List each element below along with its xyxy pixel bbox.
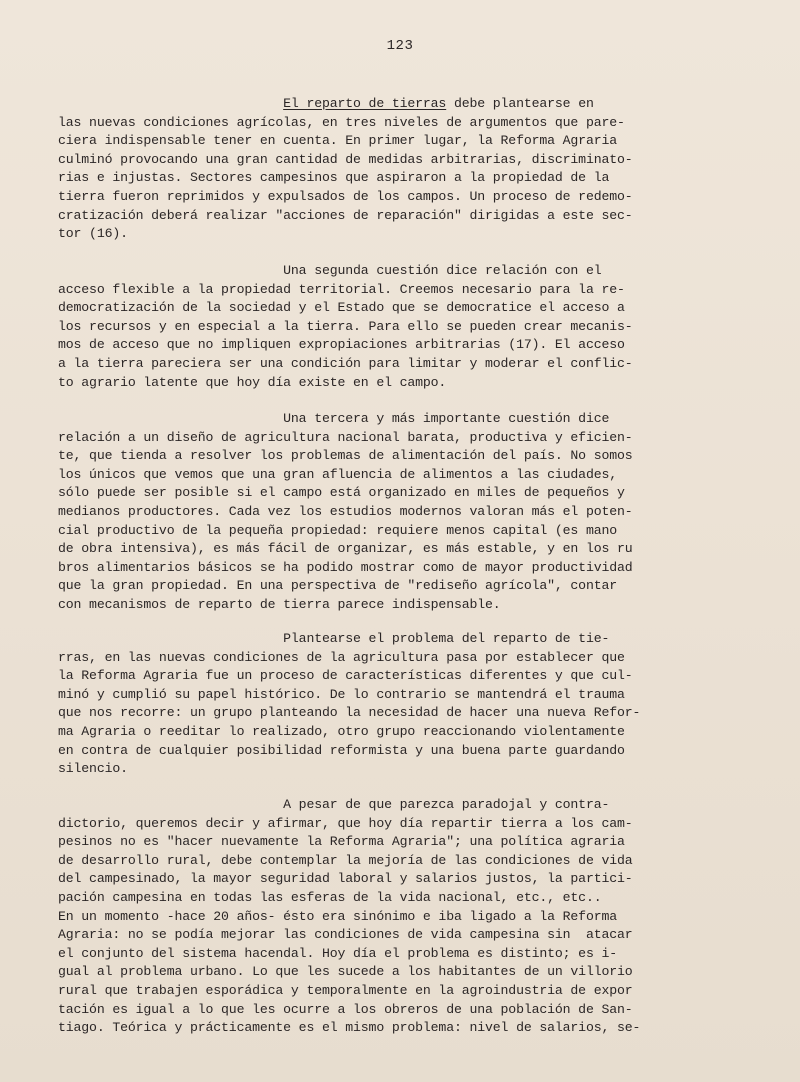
- text-line: gual al problema urbano. Lo que les sucede a los habitantes de un villorio: [58, 964, 633, 980]
- text-line: los recursos y en especial a la tierra. Para ello se pueden crear mecanis-: [58, 318, 633, 334]
- text-line: de obra intensiva), es más fácil de organizar, es más estable, y en los ru: [58, 541, 633, 557]
- text-line: relación a un diseño de agricultura nacional barata, productiva y eficien-: [58, 429, 633, 445]
- paragraph-plantearse-problema: [58, 630, 738, 779]
- text-line: tación es igual a lo que les ocurre a los obreros de una población de San-: [58, 1001, 633, 1017]
- text-line: silencio.: [58, 761, 128, 777]
- paragraph-paradojal: [58, 796, 738, 1038]
- text-line: En un momento -hace 20 años- ésto era sinónimo e iba ligado a la Reforma: [58, 908, 617, 924]
- text-line: sólo puede ser posible si el campo está organizado en miles de pequeños y: [58, 485, 625, 501]
- text-line: to agrario latente que hoy día existe en el campo.: [58, 374, 447, 390]
- paragraph-reparto-tierras: [58, 95, 738, 244]
- text-line: Plantearse el problema del reparto de tie-: [58, 631, 610, 646]
- text-line: que la gran propiedad. En una perspectiva de "rediseño agrícola", contar: [58, 578, 617, 594]
- text-line: tiago. Teórica y prácticamente es el mismo problema: nivel de salarios, se-: [58, 1020, 641, 1036]
- text-line: tierra fueron reprimidos y expulsados de los campos. Un proceso de redemo-: [58, 188, 633, 204]
- text-line: cratización deberá realizar "acciones de reparación" dirigidas a este sec-: [58, 207, 633, 223]
- text-line: la Reforma Agraria fue un proceso de características diferentes y que cul-: [58, 668, 633, 684]
- text-line: medianos productores. Cada vez los estudios modernos valoran más el poten-: [58, 503, 633, 519]
- text-line: dictorio, queremos decir y afirmar, que hoy día repartir tierra a los cam-: [58, 815, 633, 831]
- text-line: del campesinado, la mayor seguridad laboral y salarios justos, la partici-: [58, 871, 633, 887]
- text-line: te, que tienda a resolver los problemas de alimentación del país. No somos: [58, 448, 633, 464]
- text-line: pesinos no es "hacer nuevamente la Reforma Agraria"; una política agraria: [58, 834, 625, 850]
- text-line: rras, en las nuevas condiciones de la agricultura pasa por establecer que: [58, 649, 625, 665]
- text-line: las nuevas condiciones agrícolas, en tres niveles de argumentos que pare-: [58, 114, 625, 130]
- text-line: rias e injustas. Sectores campesinos que aspiraron a la propiedad de la: [58, 170, 610, 186]
- page-number: 123: [386, 38, 414, 54]
- text-line: Una tercera y más importante cuestión dice: [58, 411, 610, 426]
- text-line: culminó provocando una gran cantidad de medidas arbitrarias, discriminato-: [58, 151, 633, 167]
- text-line: a la tierra pareciera ser una condición para limitar y moderar el conflic-: [58, 355, 633, 371]
- text-line: tor (16).: [58, 226, 128, 242]
- text-line: A pesar de que parezca paradojal y contra-: [58, 797, 610, 812]
- text-line: que nos recorre: un grupo planteando la necesidad de hacer una nueva Refor-: [58, 705, 641, 721]
- text-line: mos de acceso que no impliquen expropiaciones arbitrarias (17). El acceso: [58, 337, 625, 353]
- text-line: Agraria: no se podía mejorar las condiciones de vida campesina sin atacar: [58, 927, 633, 943]
- text-line: bros alimentarios básicos se ha podido mostrar como de mayor productividad: [58, 559, 633, 575]
- text-line: ma Agraria o reeditar lo realizado, otro grupo reaccionando violentamente: [58, 723, 625, 739]
- text-line: los únicos que vemos que una gran afluencia de alimentos a las ciudades,: [58, 466, 617, 482]
- text-line: acceso flexible a la propiedad territorial. Creemos necesario para la re-: [58, 281, 625, 297]
- text-line: democratización de la sociedad y el Estado que se democratice el acceso a: [58, 300, 625, 316]
- text-line: cial productivo de la pequeña propiedad: requiere menos capital (es mano: [58, 522, 617, 538]
- text-line: rural que trabajen esporádica y temporalmente en la agroindustria de expor: [58, 982, 633, 998]
- paragraph-tercera-cuestion: [58, 410, 738, 615]
- text-line: [58, 95, 738, 114]
- text-line: Una segunda cuestión dice relación con el: [58, 263, 602, 278]
- text-line: con mecanismos de reparto de tierra parece indispensable.: [58, 596, 501, 612]
- text-segment: [58, 96, 283, 111]
- paragraph-segunda-cuestion: [58, 262, 738, 392]
- text-line: ciera indispensable tener en cuenta. En primer lugar, la Reforma Agraria: [58, 133, 617, 149]
- text-line: de desarrollo rural, debe contemplar la mejoría de las condiciones de vida: [58, 852, 633, 868]
- underlined-heading-text: El reparto de tierras: [283, 96, 447, 111]
- text-line: el conjunto del sistema hacendal. Hoy día el problema es distinto; es i-: [58, 945, 617, 961]
- text-line: en contra de cualquier posibilidad reformista y una buena parte guardando: [58, 742, 625, 758]
- text-line: minó y cumplió su papel histórico. De lo contrario se mantendrá el trauma: [58, 686, 625, 702]
- text-segment: debe plantearse en: [446, 96, 594, 111]
- text-line: pación campesina en todas las esferas de la vida nacional, etc., etc..: [58, 889, 602, 905]
